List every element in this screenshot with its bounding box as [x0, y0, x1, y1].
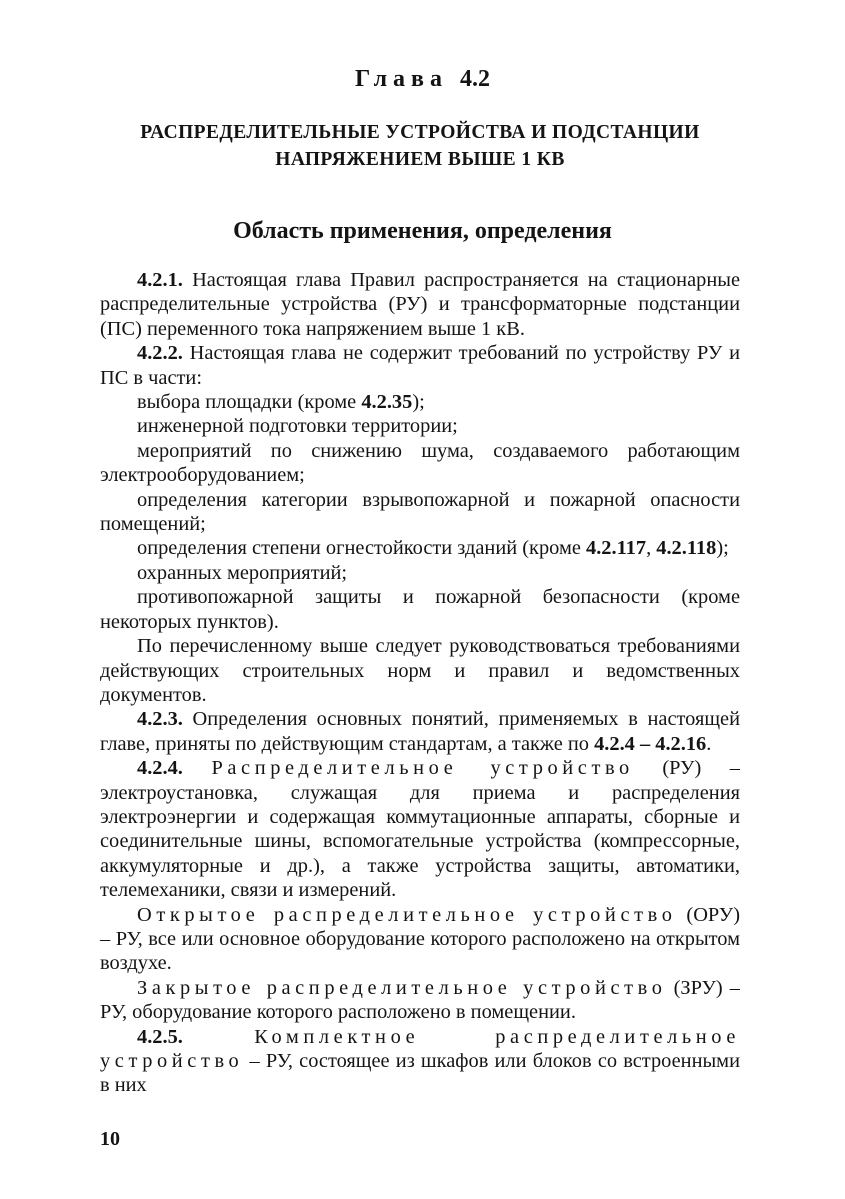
paragraph-4-2-5 — [100, 1025, 740, 1098]
list-item-end: ); — [412, 391, 425, 414]
definition-oru — [100, 903, 740, 976]
defined-term: Распределительное устройство — [211, 757, 634, 780]
paragraph-end: . — [706, 732, 712, 755]
defined-term: Закрытое распределительное устройство — [137, 976, 667, 999]
list-item — [100, 390, 740, 414]
list-item: противопожарной защиты и пожарной безопасности (кроме некоторых пунктов). — [100, 586, 740, 633]
list-item-text: выбора площадки (кроме — [137, 391, 362, 414]
chapter-label: Глава — [355, 66, 448, 92]
list-item-end: ); — [716, 537, 729, 560]
clause-reference: 4.2.35 — [361, 391, 413, 414]
paragraph-note: По перечисленному выше следует руководствоваться требованиями действующих строительных норм и правил и ведомственных документов. — [100, 635, 740, 706]
paragraph-4-2-3 — [100, 707, 740, 756]
paragraph-text: Настоящая глава не содержит требований по устройству РУ и ПС в части: — [100, 342, 740, 389]
chapter-title — [100, 119, 740, 173]
clause-number: 4.2.2. — [137, 342, 183, 365]
list-item — [100, 536, 740, 560]
list-item: инженерной подготовки территории; — [137, 415, 458, 438]
chapter-heading — [0, 64, 845, 94]
clause-number: 4.2.1. — [137, 269, 183, 291]
list-item: определения категории взрывопожарной и пожарной опасности помещений; — [100, 488, 740, 536]
list-item: охранных мероприятий; — [137, 561, 348, 584]
clause-number: 4.2.4. — [137, 757, 183, 780]
clause-number: 4.2.5. — [137, 1025, 183, 1048]
paragraph-text: Настоящая глава Правил распространяется на стационарные распределительные устройства (РУ) и трансформаторные подстанции (ПС) переменного тока напряжением выше 1 кВ. — [100, 269, 740, 340]
defined-term: Комплектное распределительное устройство — [100, 1025, 740, 1072]
paragraph-text: – РУ, состоящее из шкафов или блоков со встроенными в них — [100, 1050, 740, 1097]
page-number: 10 — [100, 1128, 120, 1150]
paragraph-text: (ОРУ) – РУ, все или основное оборудование которого расположено на открытом воздухе. — [100, 903, 740, 975]
chapter-title-line-2: НАПРЯЖЕНИЕМ ВЫШЕ 1 КВ — [275, 149, 565, 170]
clause-reference: 4.2.117 — [586, 537, 647, 560]
chapter-number: 4.2 — [460, 66, 490, 92]
list-item: мероприятий по снижению шума, создаваемого работающим электрооборудованием; — [100, 439, 740, 487]
clause-reference: 4.2.118 — [656, 537, 717, 560]
paragraph-4-2-1 — [100, 268, 740, 341]
paragraph-4-2-4 — [100, 756, 740, 902]
definition-zru — [100, 976, 740, 1025]
section-title: Область применения, определения — [233, 218, 612, 244]
clause-reference: 4.2.4 – 4.2.16 — [594, 732, 707, 755]
body-text — [100, 268, 740, 1098]
chapter-title-line-1: РАСПРЕДЕЛИТЕЛЬНЫЕ УСТРОЙСТВА И ПОДСТАНЦИИ — [140, 122, 700, 143]
paragraph-text: (ЗРУ) – РУ, оборудование которого расположено в помещении. — [100, 976, 740, 1024]
paragraph-4-2-2 — [100, 341, 740, 390]
defined-term: Открытое распределительное устройство — [137, 903, 677, 926]
list-separator: , — [646, 537, 657, 560]
list-item-text: определения степени огнестойкости зданий (кроме — [137, 537, 587, 560]
clause-number: 4.2.3. — [137, 708, 183, 731]
paragraph-text: Определения основных понятий, применяемых в настоящей главе, приняты по действующим стандартам, а также по — [100, 708, 740, 755]
paragraph-text: (РУ) – электроустановка, служащая для приема и распределения электроэнергии и содержащая коммутационные аппараты, сборные и соединительные шины, вспомогательные устройства (компрессорные, аккумуляторные и др.), а также устройства защиты, автоматики, телемеханики, связи и измерений. — [100, 757, 740, 902]
